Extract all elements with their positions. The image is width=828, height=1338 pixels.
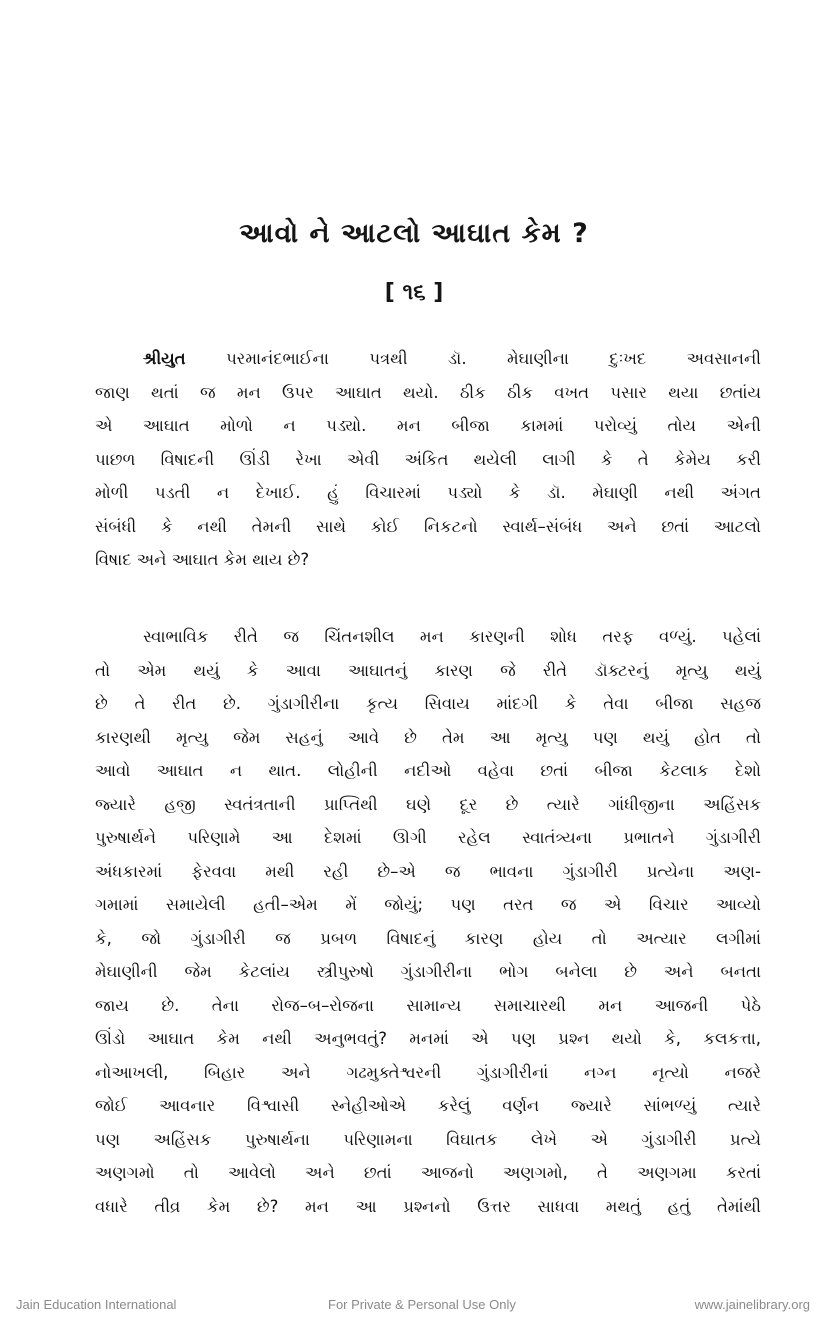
text-line: સ્વાભાવિક રીતે જ ચિંતનશીલ મન કારણની શોધ તરફ વળ્યું. પહેલાં — [143, 627, 761, 646]
footer-usage-notice: For Private & Personal Use Only — [328, 1297, 516, 1312]
text-line: જાય છે. તેના રોજ–બ–રોજના સામાન્ય સમાચારથી મન આજની પેઠે — [95, 995, 761, 1015]
lead-word: શ્રીયુત — [143, 349, 186, 368]
text-line: કારણથી મૃત્યુ જેમ સહનું આવે છે તેમ આ મૃત્યુ પણ થયું હોત તો — [95, 727, 761, 747]
text-line: પાછળ વિષાદની ઊંડી રેખા એવી અંકિત થયેલી લાગી કે તે કેમેય કરી — [95, 449, 761, 469]
footer-website-link[interactable]: www.jainelibrary.org — [694, 1297, 810, 1312]
text-line: નોઆખલી, બિહાર અને ગઢમુક્તેશ્વરની ગુંડાગીરીનાં નગ્ન નૃત્યો નજરે — [95, 1062, 761, 1082]
text-line: ઊંડો આઘાત કેમ નથી અનુભવતું? મનમાં એ પણ પ્રશ્ન થયો કે, કલકત્તા, — [95, 1029, 761, 1048]
text-line: ગમામાં સમાયેલી હતી–એમ મેં જોયું; પણ તરત જ એ વિચાર આવ્યો — [95, 895, 761, 914]
page-footer — [0, 1297, 828, 1317]
text-line: મેઘાણીની જેમ કેટલાંય સ્ત્રીપુરુષો ગુંડાગીરીના ભોગ બનેલા છે અને બનતા — [95, 962, 761, 981]
paragraph-2 — [95, 620, 761, 1223]
text-line: તો એમ થયું કે આવા આઘાતનું કારણ જે રીતે ડૉક્ટરનું મૃત્યુ થયું — [95, 660, 761, 680]
text-line: જાણ થતાં જ મન ઉપર આઘાત થયો. ઠીક ઠીક વખત પસાર થયા છતાંય — [95, 382, 761, 402]
chapter-number: [ ૧૬ ] — [384, 280, 444, 305]
text-line: આવો આઘાત ન થાત. લોહીની નદીઓ વહેવા છતાં બીજા કેટલાક દેશો — [95, 761, 761, 780]
text-line: એ આઘાત મોળો ન પડ્યો. મન બીજા કામમાં પરોવ્યું તોય એની — [95, 416, 761, 435]
text-line: મોળી પડતી ન દેખાઈ. હું વિચારમાં પડ્યો કે ડૉ. મેઘાણી નથી અંગત — [95, 483, 761, 502]
paragraph-1 — [95, 342, 761, 577]
text-line: અંધકારમાં ફેરવવા મથી રહી છે–એ જ ભાવના ગુંડાગીરી પ્રત્યેના અણ- — [95, 861, 761, 881]
text-line: કે, જો ગુંડાગીરી જ પ્રબળ વિષાદનું કારણ હોય તો અત્યાર લગીમાં — [95, 928, 761, 948]
text-line: પુરુષાર્થને પરિણામે આ દેશમાં ઊગી રહેલ સ્વાતંત્ર્યના પ્રભાતને ગુંડાગીરી — [95, 828, 761, 847]
text-line: સંબંધી કે નથી તેમની સાથે કોઈ નિકટનો સ્વાર્થ–સંબંધ અને છતાં આટલો — [95, 516, 761, 536]
footer-publisher: Jain Education International — [16, 1297, 177, 1312]
text-line: જ્યારે હજી સ્વતંત્રતાની પ્રાપ્તિથી ઘણે દૂર છે ત્યારે ગાંધીજીના અહિંસક — [95, 794, 761, 814]
chapter-title: આવો ને આટલો આઘાત કેમ ? — [239, 218, 589, 249]
text-line: છે તે રીત છે. ગુંડાગીરીના કૃત્ય સિવાય માંદગી કે તેવા બીજા સહજ — [95, 694, 761, 713]
text-line: વિષાદ અને આઘાત કેમ થાય છે? — [95, 550, 310, 569]
text-line: પણ અહિંસક પુરુષાર્થના પરિણામના વિઘાતક લેખે એ ગુંડાગીરી પ્રત્યે — [95, 1129, 761, 1149]
text-line: અણગમો તો આવેલો અને છતાં આજનો અણગમો, તે અણગમા કરતાં — [95, 1163, 761, 1182]
text-line: જોઈ આવનાર વિશ્વાસી સ્નેહીઓએ કરેલું વર્ણન જ્યારે સાંભળ્યું ત્યારે — [95, 1096, 761, 1115]
text-line: શ્રીયુત પરમાનંદભાઈના પત્રથી ડૉ. મેઘાણીના દુઃખદ અવસાનની — [143, 349, 761, 368]
text-line: વધારે તીવ્ર કેમ છે? મન આ પ્રશ્નનો ઉત્તર સાધવા મથતું હતું તેમાંથી — [95, 1196, 761, 1216]
